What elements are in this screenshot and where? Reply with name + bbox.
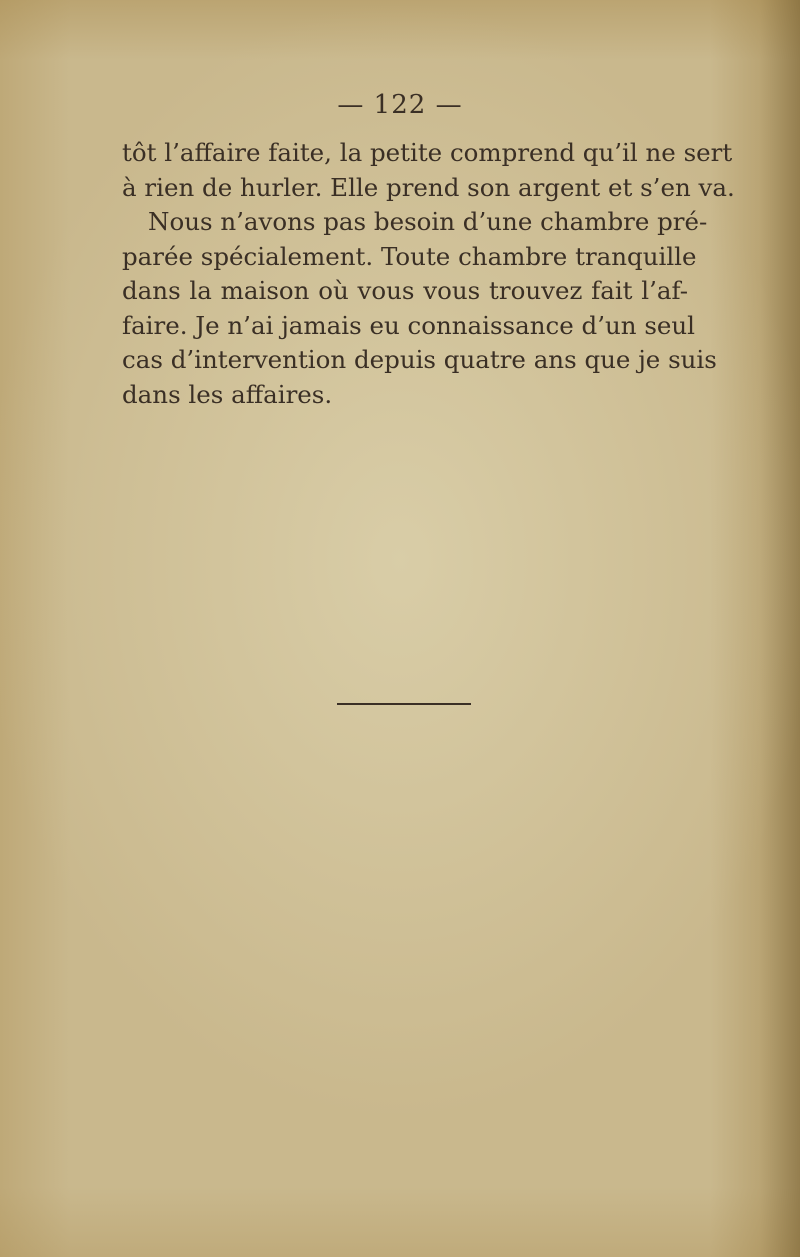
text-line: faire. Je n’ai jamais eu connaissance d’un seul — [122, 310, 696, 340]
text-line: tôt l’affaire faite, la petite comprend qu’il ne sert — [122, 138, 733, 167]
body-text — [122, 136, 735, 412]
text-line: cas d’intervention depuis quatre ans que je suis — [122, 345, 717, 374]
text-line: dans les affaires. — [122, 379, 333, 409]
text-line: dans la maison où vous vous trouvez fait l’af- — [122, 276, 688, 305]
section-divider-rule — [337, 703, 471, 705]
text-line: parée spécialement. Toute chambre tranquille — [122, 241, 697, 271]
page-number: — 122 — — [337, 90, 463, 120]
text-line: Nous n’avons pas besoin d’une chambre pré- — [148, 207, 708, 236]
text-line: à rien de hurler. Elle prend son argent et s’en va. — [122, 172, 735, 202]
